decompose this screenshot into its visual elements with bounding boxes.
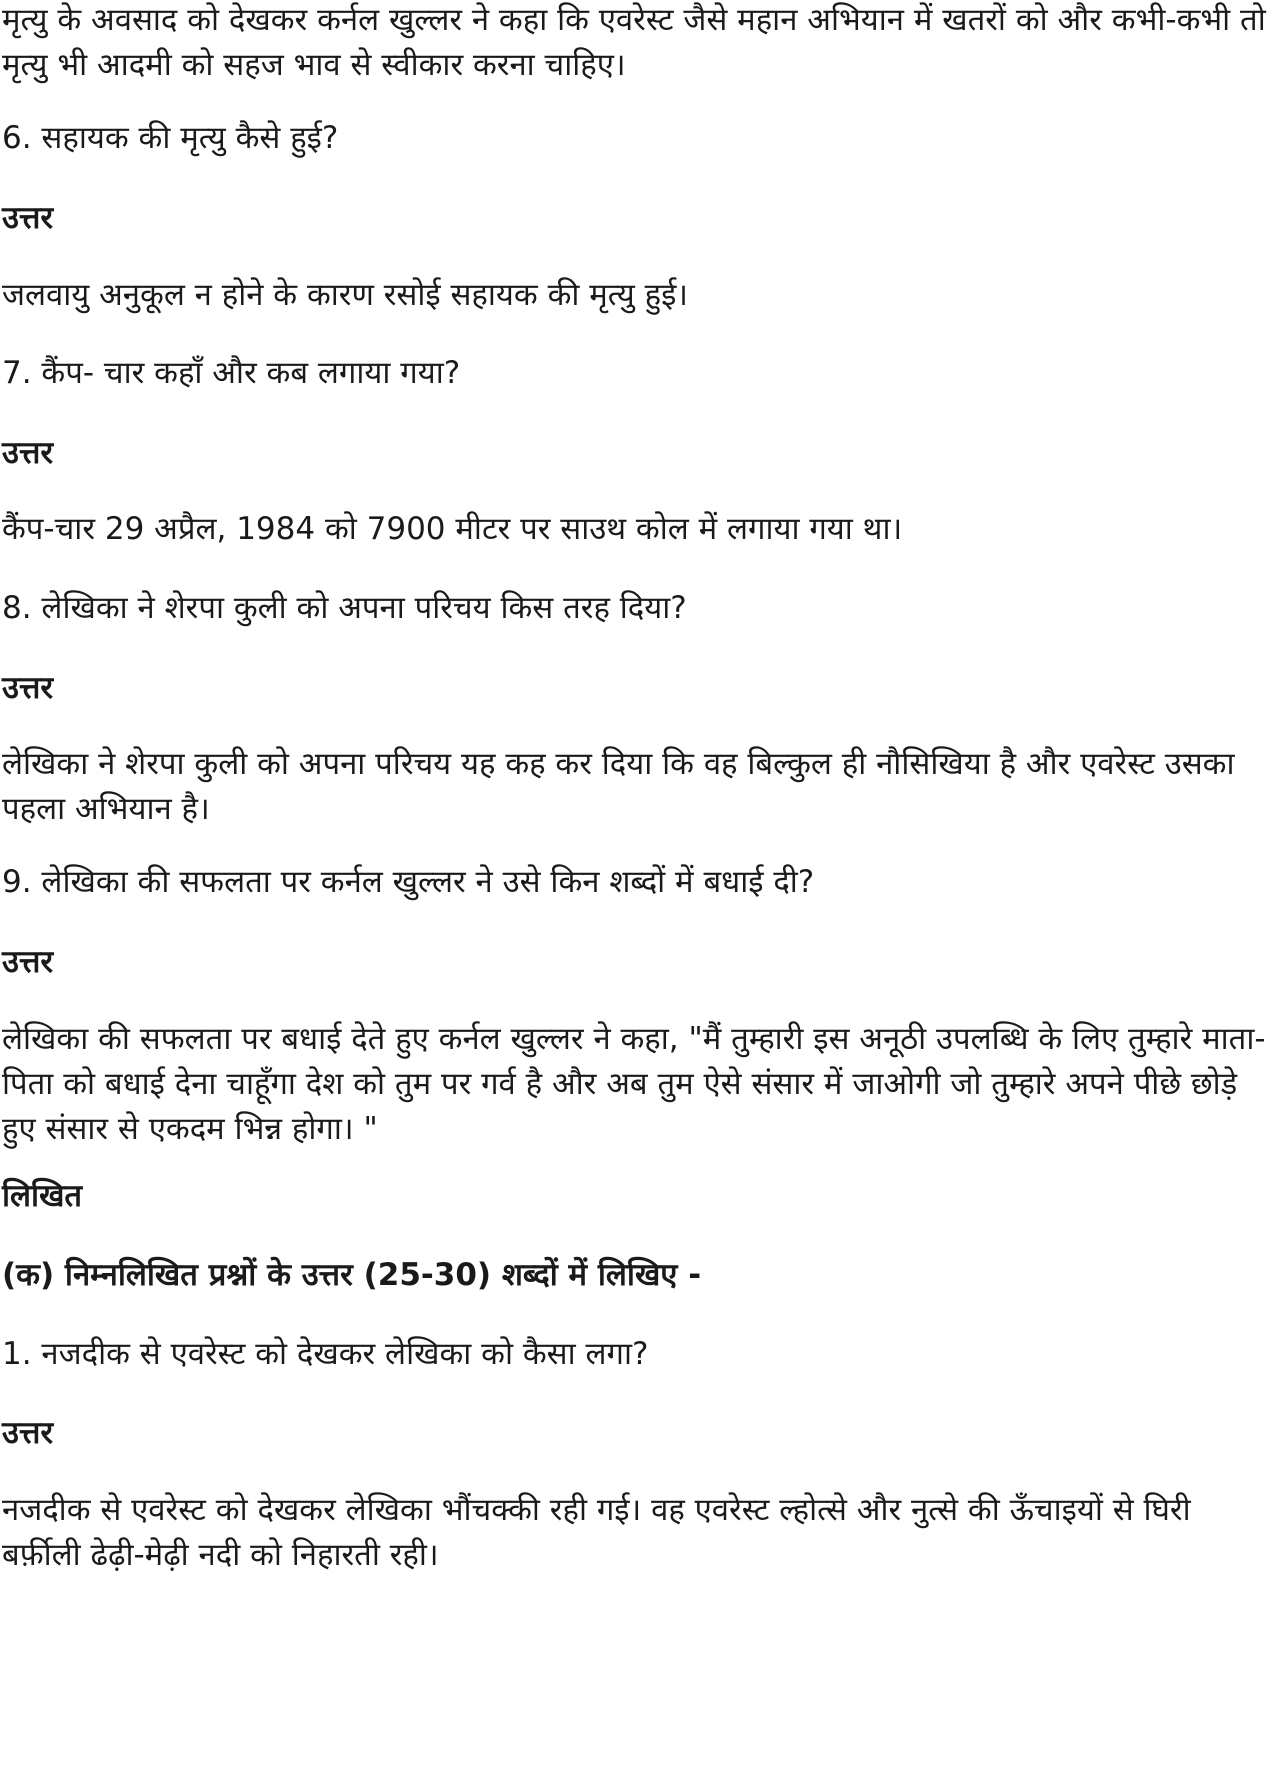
section-heading: लिखित xyxy=(2,1178,83,1214)
question-6: 6. सहायक की मृत्यु कैसे हुई? xyxy=(2,120,339,156)
question-8: 8. लेखिका ने शेरपा कुली को अपना परिचय किस तरह दिया? xyxy=(2,590,687,626)
answer-label: उत्तर xyxy=(2,1415,54,1451)
subsection-heading: (क) निम्नलिखित प्रश्नों के उत्तर (25-30) शब्दों में लिखिए - xyxy=(2,1257,702,1293)
answer-label: उत्तर xyxy=(2,435,54,471)
intro-answer-text: मृत्यु के अवसाद को देखकर कर्नल खुल्लर ने कहा कि एवरेस्ट जैसे महान अभियान में खतरों को और कभी-कभी तो मृत्यु भी आदमी को सहज भाव से स्वीकार करना चाहिए। xyxy=(2,2,1266,83)
answer-6: जलवायु अनुकूल न होने के कारण रसोई सहायक की मृत्यु हुई। xyxy=(2,277,689,313)
answer-8: लेखिका ने शेरपा कुली को अपना परिचय यह कह कर दिया कि वह बिल्कुल ही नौसिखिया है और एवरेस्ट उसका पहला अभियान है। xyxy=(2,746,1235,827)
answer-label: उत्तर xyxy=(2,670,54,706)
answer-7: कैंप-चार 29 अप्रैल, 1984 को 7900 मीटर पर साउथ कोल में लगाया गया था। xyxy=(2,511,903,547)
question-1: 1. नजदीक से एवरेस्ट को देखकर लेखिका को कैसा लगा? xyxy=(2,1336,649,1372)
answer-1: नजदीक से एवरेस्ट को देखकर लेखिका भौंचक्की रही गई। वह एवरेस्ट ल्होत्से और नुत्से की ऊँचाइयों से घिरी बर्फ़ीली ढेढ़ी-मेढ़ी नदी को निहारती रही। xyxy=(2,1492,1191,1573)
answer-label: उत्तर xyxy=(2,200,54,236)
question-9: 9. लेखिका की सफलता पर कर्नल खुल्लर ने उसे किन शब्दों में बधाई दी? xyxy=(2,864,815,900)
answer-label: उत्तर xyxy=(2,944,54,980)
question-7: 7. कैंप- चार कहाँ और कब लगाया गया? xyxy=(2,355,461,391)
answer-9: लेखिका की सफलता पर बधाई देते हुए कर्नल खुल्लर ने कहा, "मैं तुम्हारी इस अनूठी उपलब्धि के लिए तुम्हारे माता-पिता को बधाई देना चाहूँगा देश को तुम पर गर्व है और अब तुम ऐसे संसार में जाओगी जो तुम्हारे अपने पीछे छोड़े हुए संसार से एकदम भिन्न होगा। " xyxy=(2,1021,1266,1147)
